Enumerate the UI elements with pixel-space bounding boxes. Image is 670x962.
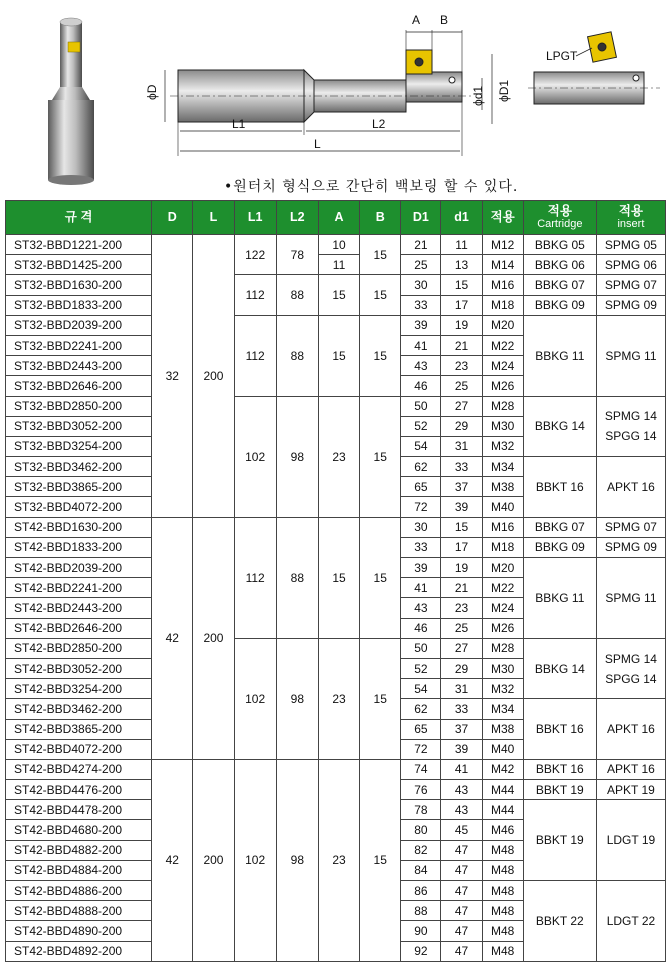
d1-small-cell: 21: [441, 335, 482, 355]
col-insert: [596, 201, 665, 235]
d1-small-cell: 47: [441, 941, 482, 961]
table-row: [6, 638, 666, 658]
d1-cell: 54: [401, 679, 441, 699]
d1-cell: 54: [401, 436, 441, 456]
d1-cell: 90: [401, 921, 441, 941]
col-model: 규 격: [6, 201, 152, 235]
drawing-canvas: [0, 0, 670, 200]
col-cartridge: [523, 201, 596, 235]
thread-cell: M18: [482, 537, 523, 557]
insert-value-alt: SPGG 14: [605, 429, 657, 444]
thread-cell: M16: [482, 275, 523, 295]
d1-small-cell: 37: [441, 719, 482, 739]
model-cell: ST42-BBD3865-200: [6, 719, 152, 739]
d1-small-cell: 15: [441, 275, 482, 295]
d1-cell: 62: [401, 699, 441, 719]
thread-cell: M48: [482, 901, 523, 921]
d1-cell: 41: [401, 578, 441, 598]
d1-cell: 25: [401, 255, 441, 275]
tool-bar-shape: [60, 22, 82, 87]
thread-cell: M28: [482, 396, 523, 416]
insert-value-alt: SPGG 14: [605, 671, 657, 686]
insert-cell: SPMG 11: [596, 558, 665, 639]
detail-hole-shape: [633, 75, 639, 81]
model-cell: ST42-BBD3254-200: [6, 679, 152, 699]
model-cell: ST32-BBD3052-200: [6, 416, 152, 436]
table-row: [6, 315, 666, 335]
model-cell: ST42-BBD2646-200: [6, 618, 152, 638]
thread-cell: M38: [482, 477, 523, 497]
thread-cell: M26: [482, 618, 523, 638]
col-cartridge-label: 적용: [547, 203, 572, 218]
b-cell: 15: [360, 517, 401, 638]
d1-small-cell: 19: [441, 558, 482, 578]
b-cell: 15: [360, 275, 401, 315]
l2-cell: 78: [276, 235, 318, 275]
d1-cell: 82: [401, 840, 441, 860]
insert-screw-shape: [415, 58, 423, 66]
cartridge-cell: BBKG 05: [523, 235, 596, 255]
insert-cell: [596, 638, 665, 699]
thread-cell: M24: [482, 356, 523, 376]
a-cell: 23: [318, 759, 359, 961]
d1-small-cell: 27: [441, 396, 482, 416]
l1-cell: 122: [234, 235, 276, 275]
table-body: [6, 235, 666, 962]
model-cell: ST32-BBD3254-200: [6, 436, 152, 456]
col-d1: D1: [401, 201, 441, 235]
cartridge-cell: BBKT 16: [523, 699, 596, 760]
cartridge-cell: BBKG 14: [523, 638, 596, 699]
d1-cell: 52: [401, 416, 441, 436]
thread-cell: M20: [482, 315, 523, 335]
leader-line: [576, 48, 592, 56]
d1-small-cell: 37: [441, 477, 482, 497]
thread-cell: M38: [482, 719, 523, 739]
d1-small-cell: 13: [441, 255, 482, 275]
d-cell: 42: [152, 517, 193, 759]
spec-table: [5, 200, 666, 962]
dim-b-label: B: [440, 13, 449, 27]
detail-view: [528, 32, 660, 104]
dim-l-label: L: [314, 137, 321, 151]
model-cell: ST42-BBD2241-200: [6, 578, 152, 598]
d1-cell: 72: [401, 497, 441, 517]
d1-small-cell: 29: [441, 416, 482, 436]
d1-cell: 78: [401, 800, 441, 820]
l1-cell: 112: [234, 517, 276, 638]
table-row: [6, 275, 666, 295]
thread-cell: M22: [482, 578, 523, 598]
col-thread: 적용: [482, 201, 523, 235]
thread-cell: M44: [482, 800, 523, 820]
d1-small-cell: 17: [441, 537, 482, 557]
insert-cell: APKT 16: [596, 457, 665, 518]
tool-shank-shape: [48, 100, 94, 180]
d1-cell: 33: [401, 537, 441, 557]
l2-cell: 88: [276, 315, 318, 396]
d1-cell: 92: [401, 941, 441, 961]
thread-cell: M30: [482, 658, 523, 678]
dim-l1-label: L1: [232, 117, 246, 131]
model-cell: ST42-BBD4680-200: [6, 820, 152, 840]
l1-cell: 112: [234, 275, 276, 315]
l1-cell: 102: [234, 759, 276, 961]
d1-small-cell: 47: [441, 901, 482, 921]
thread-cell: M32: [482, 679, 523, 699]
model-cell: ST32-BBD1630-200: [6, 275, 152, 295]
l1-cell: 112: [234, 315, 276, 396]
model-cell: ST42-BBD4478-200: [6, 800, 152, 820]
col-d: D: [152, 201, 193, 235]
d1-cell: 65: [401, 477, 441, 497]
d1-small-cell: 43: [441, 780, 482, 800]
table-row: [6, 255, 666, 275]
d1-cell: 84: [401, 860, 441, 880]
thread-cell: M34: [482, 457, 523, 477]
b-cell: 15: [360, 759, 401, 961]
d1-cell: 50: [401, 396, 441, 416]
bar-shape: [314, 80, 406, 112]
d1-cell: 39: [401, 315, 441, 335]
insert-value: SPMG 14: [604, 409, 657, 424]
d1-cell: 76: [401, 780, 441, 800]
a-cell: 15: [318, 517, 359, 638]
cartridge-cell: BBKG 11: [523, 315, 596, 396]
l2-cell: 98: [276, 638, 318, 759]
d1-cell: 80: [401, 820, 441, 840]
head-shape: [406, 72, 462, 102]
d1-small-cell: 33: [441, 457, 482, 477]
thread-cell: M30: [482, 416, 523, 436]
d1-small-cell: 31: [441, 436, 482, 456]
thread-cell: M48: [482, 881, 523, 901]
tool-taper-shape: [52, 87, 90, 100]
insert-cell: APKT 19: [596, 780, 665, 800]
dim-a-label: A: [412, 13, 421, 27]
d1-cell: 43: [401, 598, 441, 618]
d1-cell: 72: [401, 739, 441, 759]
l-cell: 200: [193, 517, 234, 759]
d1-small-cell: 15: [441, 517, 482, 537]
a-cell: 11: [318, 255, 359, 275]
cartridge-cell: BBKG 07: [523, 517, 596, 537]
cartridge-cell: BBKT 16: [523, 457, 596, 518]
insert-cell: SPMG 11: [596, 315, 665, 396]
model-cell: ST32-BBD1221-200: [6, 235, 152, 255]
d1-small-cell: 31: [441, 679, 482, 699]
model-cell: ST42-BBD4274-200: [6, 759, 152, 779]
d1-small-cell: 41: [441, 759, 482, 779]
thread-cell: M32: [482, 436, 523, 456]
a-cell: 15: [318, 275, 359, 315]
a-cell: 23: [318, 638, 359, 759]
thread-cell: M18: [482, 295, 523, 315]
detail-screw-shape: [598, 43, 606, 51]
model-cell: ST42-BBD2443-200: [6, 598, 152, 618]
model-cell: ST42-BBD4892-200: [6, 941, 152, 961]
cartridge-cell: BBKG 09: [523, 295, 596, 315]
cartridge-cell: BBKG 14: [523, 396, 596, 457]
d1-small-cell: 39: [441, 739, 482, 759]
dim-d-label: ϕD: [145, 84, 159, 100]
thread-cell: M40: [482, 497, 523, 517]
caption: •원터치 형식으로 간단히 백보링 할 수 있다.: [224, 179, 519, 195]
model-cell: ST32-BBD2646-200: [6, 376, 152, 396]
thread-cell: M24: [482, 598, 523, 618]
thread-cell: M40: [482, 739, 523, 759]
insert-cell: [596, 396, 665, 457]
col-insert-sub: insert: [617, 217, 645, 230]
d1-cell: 46: [401, 376, 441, 396]
table-row: [6, 759, 666, 779]
insert-cell: SPMG 09: [596, 295, 665, 315]
thread-cell: M16: [482, 517, 523, 537]
head-hole-shape: [449, 77, 455, 83]
cartridge-cell: BBKG 09: [523, 537, 596, 557]
thread-cell: M48: [482, 921, 523, 941]
insert-cell: SPMG 07: [596, 517, 665, 537]
d1-small-cell: 17: [441, 295, 482, 315]
thread-cell: M34: [482, 699, 523, 719]
model-cell: ST42-BBD4888-200: [6, 901, 152, 921]
cartridge-cell: BBKG 06: [523, 255, 596, 275]
cartridge-cell: BBKT 16: [523, 759, 596, 779]
d1-cell: 33: [401, 295, 441, 315]
l-cell: 200: [193, 759, 234, 961]
d1-cell: 50: [401, 638, 441, 658]
col-d1-small: d1: [441, 201, 482, 235]
tool-drawing: [0, 0, 670, 200]
insert-value: SPMG 14: [604, 651, 657, 666]
thread-cell: M42: [482, 759, 523, 779]
d1-small-cell: 47: [441, 860, 482, 880]
model-cell: ST42-BBD4476-200: [6, 780, 152, 800]
d1-small-cell: 25: [441, 376, 482, 396]
d1-small-cell: 43: [441, 800, 482, 820]
d1-small-cell: 47: [441, 881, 482, 901]
insert-cell: APKT 16: [596, 699, 665, 760]
model-cell: ST42-BBD2850-200: [6, 638, 152, 658]
col-a: A: [318, 201, 359, 235]
d1-small-cell: 23: [441, 598, 482, 618]
thread-cell: M22: [482, 335, 523, 355]
tool-bottom-shape: [48, 175, 94, 185]
tool-top-shape: [60, 18, 82, 26]
b-cell: 15: [360, 235, 401, 275]
d1-small-cell: 21: [441, 578, 482, 598]
d-cell: 32: [152, 235, 193, 518]
thread-cell: M20: [482, 558, 523, 578]
model-cell: ST42-BBD3462-200: [6, 699, 152, 719]
d1-cell: 39: [401, 558, 441, 578]
l2-cell: 98: [276, 396, 318, 517]
d1-cell: 65: [401, 719, 441, 739]
d1-cell: 21: [401, 235, 441, 255]
model-cell: ST32-BBD2241-200: [6, 335, 152, 355]
a-cell: 10: [318, 235, 359, 255]
tool-photo: [48, 18, 94, 185]
cartridge-cell: BBKT 19: [523, 780, 596, 800]
d1-cell: 46: [401, 618, 441, 638]
thread-cell: M48: [482, 860, 523, 880]
d1-cell: 43: [401, 356, 441, 376]
insert-cell: SPMG 07: [596, 275, 665, 295]
cartridge-cell: BBKG 11: [523, 558, 596, 639]
d1-small-cell: 33: [441, 699, 482, 719]
insert-cell: SPMG 09: [596, 537, 665, 557]
col-l1: L1: [234, 201, 276, 235]
thread-cell: M48: [482, 840, 523, 860]
col-b: B: [360, 201, 401, 235]
col-cartridge-sub: Cartridge: [537, 217, 583, 230]
model-cell: ST32-BBD2443-200: [6, 356, 152, 376]
thread-cell: M44: [482, 780, 523, 800]
insert-cell: SPMG 05: [596, 235, 665, 255]
d1-cell: 74: [401, 759, 441, 779]
model-cell: ST42-BBD4072-200: [6, 739, 152, 759]
dim-d1-small-label: ϕd1: [471, 85, 485, 106]
d1-cell: 30: [401, 275, 441, 295]
model-cell: ST42-BBD1630-200: [6, 517, 152, 537]
d1-small-cell: 27: [441, 638, 482, 658]
col-l: L: [193, 201, 234, 235]
model-cell: ST42-BBD4890-200: [6, 921, 152, 941]
thread-cell: M12: [482, 235, 523, 255]
insert-cell: SPMG 06: [596, 255, 665, 275]
col-insert-label: 적용: [618, 203, 644, 218]
model-cell: ST42-BBD3052-200: [6, 658, 152, 678]
model-cell: ST42-BBD4884-200: [6, 860, 152, 880]
tool-insert-shape: [68, 42, 80, 52]
l1-cell: 102: [234, 638, 276, 759]
model-cell: ST42-BBD4886-200: [6, 881, 152, 901]
d1-cell: 88: [401, 901, 441, 921]
dim-d1-label: ϕD1: [497, 79, 511, 102]
cartridge-cell: BBKT 19: [523, 800, 596, 881]
insert-label: LPGT: [546, 49, 578, 63]
model-cell: ST32-BBD1833-200: [6, 295, 152, 315]
d1-cell: 52: [401, 658, 441, 678]
model-cell: ST32-BBD3462-200: [6, 457, 152, 477]
insert-cell: LDGT 19: [596, 800, 665, 881]
model-cell: ST32-BBD3865-200: [6, 477, 152, 497]
l-cell: 200: [193, 235, 234, 518]
model-cell: ST42-BBD2039-200: [6, 558, 152, 578]
l2-cell: 88: [276, 275, 318, 315]
d1-small-cell: 45: [441, 820, 482, 840]
dim-l2-label: L2: [372, 117, 386, 131]
d1-small-cell: 39: [441, 497, 482, 517]
a-cell: 23: [318, 396, 359, 517]
table-row: [6, 396, 666, 416]
thread-cell: M46: [482, 820, 523, 840]
thread-cell: M14: [482, 255, 523, 275]
d1-small-cell: 47: [441, 840, 482, 860]
header-row: [6, 201, 666, 235]
b-cell: 15: [360, 315, 401, 396]
d1-small-cell: 29: [441, 658, 482, 678]
d-cell: 42: [152, 759, 193, 961]
d1-cell: 62: [401, 457, 441, 477]
thread-cell: M28: [482, 638, 523, 658]
model-cell: ST42-BBD4882-200: [6, 840, 152, 860]
cartridge-cell: BBKG 07: [523, 275, 596, 295]
l2-cell: 98: [276, 759, 318, 961]
model-cell: ST32-BBD1425-200: [6, 255, 152, 275]
d1-small-cell: 23: [441, 356, 482, 376]
col-l2: L2: [276, 201, 318, 235]
thread-cell: M48: [482, 941, 523, 961]
insert-cell: LDGT 22: [596, 881, 665, 962]
side-view: [165, 30, 492, 156]
d1-cell: 41: [401, 335, 441, 355]
l2-cell: 88: [276, 517, 318, 638]
d1-cell: 86: [401, 881, 441, 901]
model-cell: ST32-BBD2039-200: [6, 315, 152, 335]
model-cell: ST32-BBD4072-200: [6, 497, 152, 517]
thread-cell: M26: [482, 376, 523, 396]
cartridge-cell: BBKT 22: [523, 881, 596, 962]
b-cell: 15: [360, 396, 401, 517]
d1-small-cell: 19: [441, 315, 482, 335]
b-cell: 15: [360, 638, 401, 759]
l1-cell: 102: [234, 396, 276, 517]
d1-cell: 30: [401, 517, 441, 537]
d1-small-cell: 47: [441, 921, 482, 941]
table-row: [6, 235, 666, 255]
table-row: [6, 517, 666, 537]
d1-small-cell: 11: [441, 235, 482, 255]
model-cell: ST42-BBD1833-200: [6, 537, 152, 557]
insert-cell: APKT 16: [596, 759, 665, 779]
model-cell: ST32-BBD2850-200: [6, 396, 152, 416]
d1-small-cell: 25: [441, 618, 482, 638]
a-cell: 15: [318, 315, 359, 396]
